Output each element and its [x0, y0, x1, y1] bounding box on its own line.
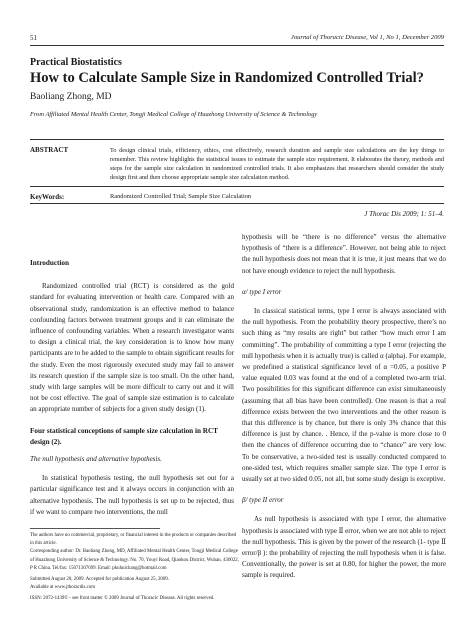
left-column	[30, 258, 234, 518]
footnote-disclosure: The authors have no commercial, proprietary, or financial interest in the products or companies described in this article.	[30, 533, 237, 547]
intro-paragraph: Randomized controlled trial (RCT) is considered as the gold standard for evaluating intervention or health care. Compared with an observational study, randomization is an effective method to balance confounding factors between treatment groups and it can eliminate the influence of confounding variables. When a research investigator wants to design a clinical trial, the key consideration is to know how many participants are to be added to the sample to obtain significant results for the study. Even the most rigorously executed study may fail to answer its research question if the sample size is too small. On the other hand, study with large samples will be more difficult to carry out and it will not be cost effective. The goal of sample size estimation is to calculate an appropriate number of subjects for a given study design (1).	[30, 282, 234, 414]
author-name: Baoliang Zhong, MD	[30, 92, 112, 102]
type-one-error-subheading: α/ type I error	[242, 287, 282, 296]
header-rule	[30, 45, 444, 46]
type-two-error-paragraph: As null hypothesis is associated with type I error, the alternative hypothesis is associated with type Ⅱ error, when we are not able to reject the null hypothesis. This is given by the power of the research (1- type Ⅱ error/β ): the probability of rejecting the null hypothesis when it is false. Conventionally, the power is set at 0.80, for higher the power, the more sample is required.	[242, 515, 446, 580]
abstract-bottom-rule	[30, 186, 444, 187]
abstract-text: To design clinical trials, efficiency, ethics, cost effectively, research duration and sample size calculations are the key things to remember. This review highlights the statistical issues to estimate the sample size requirement. It elaborates the theory, methods and steps for the sample size calculation in randomized controlled trials. It also emphasizes that researchers should consider the study design first and then choose appropriate sample size calculation method.	[110, 147, 444, 181]
four-conceptions-heading: Four statistical conceptions of sample size calculation in RCT design (2).	[30, 426, 218, 446]
keywords-text: Randomized Controlled Trial; Sample Size Calculation	[110, 193, 252, 200]
footnote-rule	[30, 528, 160, 529]
citation: J Thorac Dis 2009; 1: 51–4.	[364, 210, 444, 218]
type-two-error-subheading: β/ type II error	[242, 496, 284, 505]
footnotes	[30, 532, 240, 604]
section-label: Practical Biostatistics	[30, 57, 122, 68]
journal-info: Journal of Thoracic Disease, Vol 1, No 1, December 2009	[290, 34, 444, 41]
null-hypothesis-continued: hypothesis will be “there is no difference” versus the alternative hypothesis of “there is a difference”. However, not being able to reject the null hypothesis does not mean that it is true, it just means that we do not have enough evidence to reject the null hypothesis.	[242, 233, 446, 275]
type-one-error-paragraph: In classical statistical terms, type I error is always associated with the null hypothesis. From the probability theory prospective, there’s no such thing as “my results are right” but rather “how much error I am committing”. The probability of committing a type I error (rejecting the null hypothesis when it is actually true) is called α (alpha). For example, we predefined a statistical significance level of α =0.05, a positive P value equaled 0.03 was found at the end of a completed two-arm trial. Two possibilities for this significant difference can exist simultaneously (assuming that all bias have been controlled). One reason is that a real difference exists between the two interventions and the other reason is that this difference is by chance, but there is only 3% chance that this difference is just by chance. . Hence, if the p-value is more close to 0 then the chances of difference occurring due to “chance” are very low. To be conservative, a two-sided test is usually conducted compared to one-sided test, which requires smaller sample size. The type I error is usually set at two sided 0.05, not all, but some study design is exceptive.	[242, 307, 446, 484]
footnote-dates: Submitted August 20, 2009. Accepted for publication August 25, 2009.	[30, 577, 169, 583]
abstract-label: ABSTRACT	[30, 146, 69, 154]
footnote-issn: ISSN: 2072-1439© - see front matter © 2009 Journal of Thoracic Disease. All rights reserved.	[30, 596, 215, 602]
null-hypothesis-paragraph: In statistical hypothesis testing, the null hypothesis set out for a particular significance test and it always occurs in conjunction with an alternative hypothesis. The null hypothesis is set up to be rejected, thus if we want to compare two interventions, the null	[30, 474, 234, 516]
keywords-bottom-rule	[30, 203, 444, 204]
footnote-available: Available at www.jthoracdis.com	[30, 585, 96, 591]
abstract-top-rule	[30, 139, 444, 140]
page-number: 51	[30, 34, 37, 42]
keywords-label: KeyWords:	[30, 193, 65, 201]
article-title: How to Calculate Sample Size in Randomized Controlled Trial?	[30, 70, 424, 86]
intro-heading: Introduction	[30, 259, 70, 267]
right-column	[242, 232, 446, 582]
footnote-correspondence: Corresponding author: Dr. Baoliang Zhong, MD, Affiliated Mental Health Center, Tongji Medical College of Huazhong University of Science & Technology. No. 70, Youyi Road, Qiaokou District, Wuhan, 430022, P R China. Tel/fax: 15071307699. Email: pkuhuichang@hotmail.com	[30, 549, 239, 571]
author-affiliation: From Affiliated Mental Health Center, Tongji Medical College of Huazhong University of Science & Technology	[30, 111, 318, 118]
null-hypothesis-subheading: The null hypothesis and alternative hypothesis.	[30, 455, 162, 464]
